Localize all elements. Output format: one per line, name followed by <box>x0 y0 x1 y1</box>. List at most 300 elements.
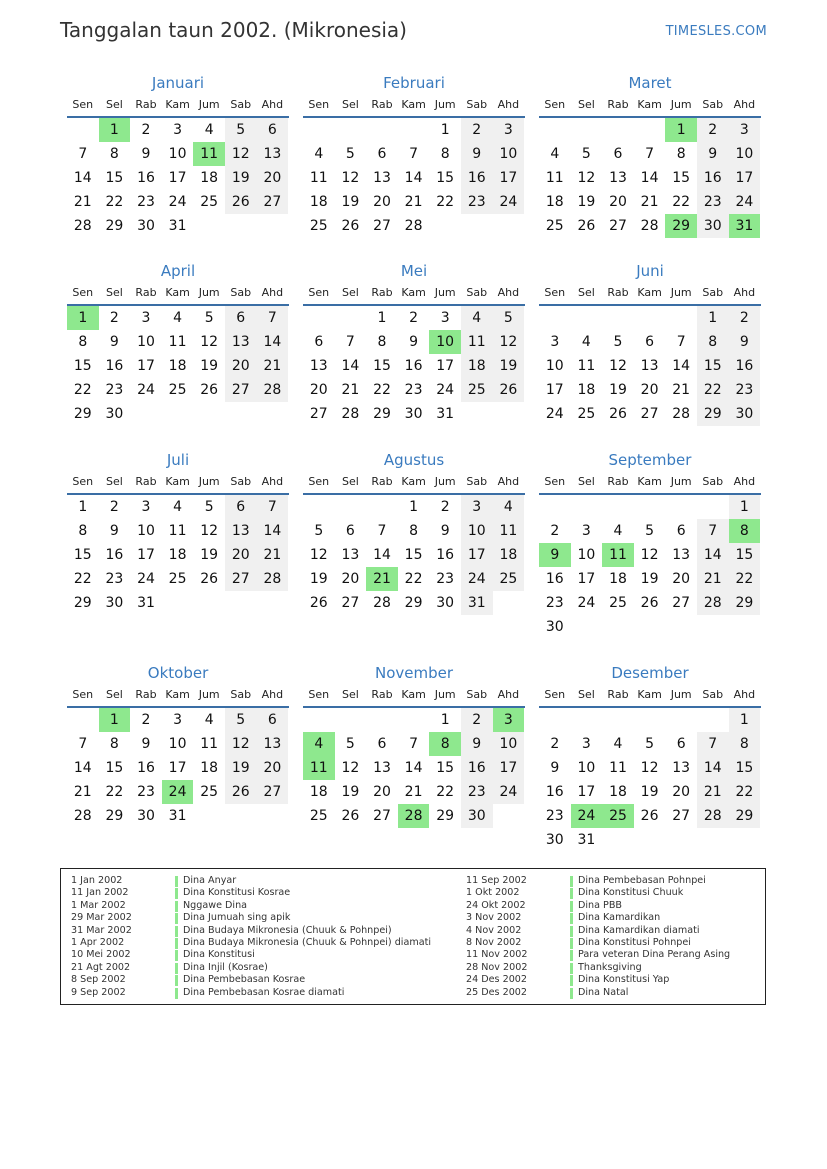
day-cell: 16 <box>137 170 155 186</box>
day-cell: 30 <box>404 406 423 422</box>
weekday-label: Rab <box>607 98 629 111</box>
week-row <box>539 543 761 567</box>
day-cell: 28 <box>341 406 360 422</box>
week-row <box>67 354 289 378</box>
month-april <box>67 260 289 426</box>
day-cell: 17 <box>729 166 761 190</box>
day-cell: 3 <box>461 495 493 519</box>
day-cell: 18 <box>200 760 219 776</box>
legend-color-marker <box>175 876 178 887</box>
day-cell: 13 <box>341 547 360 563</box>
day-cell: 19 <box>577 194 596 210</box>
day-cell: 5 <box>613 334 623 350</box>
legend-entry <box>466 937 730 949</box>
day-cell: 4 <box>204 712 214 728</box>
empty-cell <box>539 118 571 142</box>
month-name: November <box>374 664 454 682</box>
day-cell: 7 <box>257 495 289 519</box>
day-cell: 23 <box>105 571 124 587</box>
week-row <box>303 708 525 732</box>
weekday-label: Kam <box>401 286 426 299</box>
day-cell: 22 <box>105 784 124 800</box>
weekday-label: Kam <box>401 688 426 701</box>
day-cell: 4 <box>204 122 214 138</box>
weekday-header <box>67 471 289 495</box>
day-cell: 31 <box>137 595 155 611</box>
weekday-label: Sel <box>105 98 123 111</box>
week-row <box>67 732 289 756</box>
week-row <box>303 756 525 780</box>
day-cell: 3 <box>141 310 151 326</box>
day-cell: 2 <box>440 499 450 515</box>
legend-date: 1 Apr 2002 <box>71 936 125 948</box>
day-cell: 7 <box>257 306 289 330</box>
day-cell: 12 <box>493 330 525 354</box>
day-cell: 21 <box>404 194 423 210</box>
empty-cell <box>225 804 257 828</box>
day-cell: 6 <box>314 334 324 350</box>
day-cell: 12 <box>341 760 360 776</box>
holiday-day-cell: 1 <box>99 118 131 142</box>
day-cell: 15 <box>373 358 391 374</box>
weekday-label: Sab <box>230 688 252 701</box>
day-cell: 17 <box>461 543 493 567</box>
month-januari <box>67 72 289 238</box>
month-juli <box>67 449 289 615</box>
day-cell: 23 <box>105 382 124 398</box>
day-cell: 29 <box>436 808 455 824</box>
empty-cell <box>303 118 335 142</box>
day-cell: 4 <box>613 736 623 752</box>
month-name: Oktober <box>147 664 209 682</box>
day-cell: 20 <box>672 784 691 800</box>
legend-date: 8 Nov 2002 <box>466 936 522 948</box>
day-cell: 28 <box>404 218 423 234</box>
day-cell: 23 <box>461 780 493 804</box>
day-cell: 24 <box>493 190 525 214</box>
day-cell: 8 <box>409 523 419 539</box>
day-cell: 26 <box>341 808 360 824</box>
day-cell: 27 <box>257 780 289 804</box>
day-cell: 8 <box>729 732 761 756</box>
empty-cell <box>697 615 729 639</box>
week-row <box>539 732 761 756</box>
day-cell: 10 <box>137 334 155 350</box>
day-cell: 16 <box>697 166 729 190</box>
day-cell: 11 <box>168 523 187 539</box>
weekday-label: Jum <box>670 475 692 488</box>
weekday-label: Jum <box>434 475 456 488</box>
day-cell: 29 <box>73 406 92 422</box>
legend-holiday-name: Dina Injil (Kosrae) <box>183 961 268 973</box>
day-cell: 1 <box>729 495 761 519</box>
empty-cell <box>634 495 666 519</box>
day-cell: 9 <box>550 760 560 776</box>
day-cell: 4 <box>550 146 560 162</box>
day-cell: 8 <box>697 330 729 354</box>
week-row <box>67 780 289 804</box>
day-cell: 2 <box>141 712 151 728</box>
legend-color-marker <box>175 901 178 912</box>
month-name: Agustus <box>383 451 445 469</box>
weekday-label: Ahd <box>733 98 756 111</box>
day-cell: 21 <box>341 382 360 398</box>
weekday-label: Sen <box>72 286 94 299</box>
week-row <box>303 354 525 378</box>
day-cell: 15 <box>73 358 92 374</box>
weekday-header <box>303 471 525 495</box>
week-row <box>539 306 761 330</box>
empty-cell <box>366 118 398 142</box>
legend-holiday-name: Dina Anyar <box>183 875 237 886</box>
day-cell: 25 <box>309 218 328 234</box>
day-cell: 6 <box>225 495 257 519</box>
weekday-label: Sen <box>308 286 330 299</box>
day-cell: 8 <box>676 146 686 162</box>
week-row <box>303 732 525 756</box>
week-row <box>303 780 525 804</box>
day-cell: 12 <box>200 523 219 539</box>
day-cell: 24 <box>137 571 155 587</box>
day-cell: 8 <box>78 523 88 539</box>
day-cell: 21 <box>697 567 729 591</box>
weekday-label: Jum <box>198 475 220 488</box>
empty-cell <box>729 615 761 639</box>
day-cell: 8 <box>377 334 387 350</box>
day-cell: 24 <box>436 382 455 398</box>
legend-date: 24 Okt 2002 <box>466 899 526 911</box>
day-cell: 8 <box>109 146 119 162</box>
week-row <box>539 780 761 804</box>
day-cell: 7 <box>78 736 88 752</box>
weekday-label: Rab <box>371 286 393 299</box>
day-cell: 5 <box>345 736 355 752</box>
day-cell: 22 <box>404 571 423 587</box>
day-cell: 16 <box>137 760 155 776</box>
day-cell: 25 <box>309 808 328 824</box>
weekday-label: Kam <box>637 98 662 111</box>
day-cell: 13 <box>257 732 289 756</box>
day-cell: 7 <box>697 732 729 756</box>
empty-cell <box>335 495 367 519</box>
empty-cell <box>303 306 335 330</box>
empty-cell <box>665 828 697 852</box>
day-cell: 6 <box>225 306 257 330</box>
week-row <box>303 402 525 426</box>
day-cell: 20 <box>257 756 289 780</box>
weekday-label: Kam <box>165 98 190 111</box>
week-row <box>539 804 761 828</box>
day-cell: 11 <box>168 334 187 350</box>
legend-date: 11 Jan 2002 <box>71 887 129 899</box>
weekday-label: Ahd <box>261 688 284 701</box>
legend-holiday-name: Dina Konstitusi Pohnpei <box>578 936 691 948</box>
legend-holiday-name: Dina Pembebasan Kosrae diamati <box>183 986 345 998</box>
holiday-day-cell: 11 <box>602 543 634 567</box>
day-cell: 25 <box>577 406 596 422</box>
day-cell: 17 <box>493 756 525 780</box>
empty-cell <box>366 495 398 519</box>
empty-cell <box>225 214 257 238</box>
day-cell: 11 <box>200 736 219 752</box>
day-cell: 11 <box>545 170 564 186</box>
weekday-label: Jum <box>434 286 456 299</box>
day-cell: 9 <box>141 146 151 162</box>
day-cell: 18 <box>168 547 187 563</box>
day-cell: 22 <box>436 784 455 800</box>
day-cell: 30 <box>137 218 155 234</box>
day-cell: 29 <box>105 218 124 234</box>
day-cell: 21 <box>404 784 423 800</box>
day-cell: 15 <box>436 170 455 186</box>
day-cell: 20 <box>373 784 391 800</box>
day-cell: 3 <box>440 310 450 326</box>
legend-entry <box>466 912 730 924</box>
day-cell: 22 <box>672 194 691 210</box>
weekday-label: Jum <box>198 688 220 701</box>
week-row <box>539 354 761 378</box>
empty-cell <box>461 402 493 426</box>
day-cell: 20 <box>341 571 360 587</box>
day-cell: 29 <box>373 406 391 422</box>
month-name: September <box>608 451 692 469</box>
day-cell: 6 <box>613 146 623 162</box>
day-cell: 22 <box>73 571 92 587</box>
weekday-label: Ahd <box>497 286 520 299</box>
day-cell: 1 <box>440 712 450 728</box>
day-cell: 26 <box>577 218 596 234</box>
legend-holiday-name: Dina Pembebasan Kosrae <box>183 974 306 986</box>
day-cell: 17 <box>577 784 596 800</box>
day-cell: 15 <box>436 760 455 776</box>
day-cell: 7 <box>377 523 387 539</box>
day-cell: 8 <box>440 146 450 162</box>
legend-color-marker <box>175 938 178 949</box>
day-cell: 10 <box>577 760 596 776</box>
day-cell: 29 <box>73 595 92 611</box>
weekday-label: Sel <box>341 688 359 701</box>
legend-date: 10 Mei 2002 <box>71 949 131 961</box>
weekday-label: Jum <box>434 688 456 701</box>
empty-cell <box>257 214 289 238</box>
legend-color-marker <box>570 963 573 974</box>
day-cell: 13 <box>257 142 289 166</box>
day-cell: 15 <box>105 170 124 186</box>
weekday-label: Kam <box>637 286 662 299</box>
day-cell: 23 <box>436 571 455 587</box>
week-row <box>539 756 761 780</box>
weekday-header <box>303 282 525 306</box>
day-cell: 27 <box>373 808 391 824</box>
weekday-label: Kam <box>165 475 190 488</box>
day-cell: 20 <box>640 382 659 398</box>
weekday-label: Sel <box>577 688 595 701</box>
day-cell: 21 <box>73 194 92 210</box>
legend-holiday-name: Dina Pembebasan Pohnpei <box>578 875 706 886</box>
weekday-label: Rab <box>607 475 629 488</box>
week-row <box>303 118 525 142</box>
empty-cell <box>602 828 634 852</box>
empty-cell <box>665 306 697 330</box>
weekday-label: Sab <box>702 688 724 701</box>
weekday-label: Ahd <box>733 286 756 299</box>
day-cell: 12 <box>577 170 596 186</box>
weekday-header <box>539 282 761 306</box>
weekday-label: Sel <box>105 286 123 299</box>
day-cell: 16 <box>436 547 455 563</box>
day-cell: 26 <box>640 808 659 824</box>
weekday-label: Ahd <box>497 98 520 111</box>
empty-cell <box>67 708 99 732</box>
weekday-label: Jum <box>434 98 456 111</box>
day-cell: 16 <box>105 358 124 374</box>
legend-color-marker <box>570 938 573 949</box>
day-cell: 18 <box>577 382 596 398</box>
day-cell: 3 <box>581 523 591 539</box>
day-cell: 3 <box>550 334 560 350</box>
empty-cell <box>697 708 729 732</box>
day-cell: 2 <box>729 306 761 330</box>
day-cell: 27 <box>672 595 691 611</box>
day-cell: 28 <box>697 591 729 615</box>
legend-holiday-name: Dina Natal <box>578 986 629 998</box>
day-cell: 2 <box>461 118 493 142</box>
empty-cell <box>193 591 225 615</box>
day-cell: 5 <box>225 118 257 142</box>
day-cell: 3 <box>729 118 761 142</box>
day-cell: 24 <box>168 194 187 210</box>
day-cell: 2 <box>409 310 419 326</box>
day-cell: 28 <box>257 567 289 591</box>
weekday-label: Rab <box>135 475 157 488</box>
weekday-label: Sab <box>466 688 488 701</box>
day-cell: 7 <box>645 146 655 162</box>
weekday-label: Rab <box>371 475 393 488</box>
month-oktober <box>67 662 289 828</box>
day-cell: 12 <box>225 142 257 166</box>
week-row <box>67 190 289 214</box>
weekday-label: Sen <box>308 475 330 488</box>
day-cell: 15 <box>729 756 761 780</box>
day-cell: 5 <box>204 499 214 515</box>
day-cell: 13 <box>609 170 627 186</box>
holiday-day-cell: 28 <box>398 804 430 828</box>
day-cell: 30 <box>436 595 455 611</box>
legend-entry <box>71 974 431 986</box>
week-row <box>303 543 525 567</box>
day-cell: 12 <box>225 732 257 756</box>
empty-cell <box>366 708 398 732</box>
day-cell: 29 <box>105 808 124 824</box>
day-cell: 22 <box>436 194 455 210</box>
day-cell: 19 <box>225 166 257 190</box>
legend-entry <box>71 937 431 949</box>
legend-color-marker <box>570 926 573 937</box>
empty-cell <box>398 118 430 142</box>
day-cell: 14 <box>341 358 360 374</box>
week-row <box>67 214 289 238</box>
legend-entry <box>466 887 730 899</box>
holiday-day-cell: 3 <box>493 708 525 732</box>
legend-holiday-name: Dina Budaya Mikronesia (Chuuk & Pohnpei) diamati <box>183 936 432 948</box>
empty-cell <box>571 615 603 639</box>
day-cell: 17 <box>577 571 596 587</box>
day-cell: 5 <box>314 523 324 539</box>
day-cell: 24 <box>137 382 155 398</box>
day-cell: 7 <box>78 146 88 162</box>
empty-cell <box>225 591 257 615</box>
day-cell: 21 <box>73 784 92 800</box>
weekday-label: Ahd <box>733 688 756 701</box>
day-cell: 27 <box>341 595 360 611</box>
week-row <box>303 495 525 519</box>
day-cell: 5 <box>581 146 591 162</box>
weekday-label: Ahd <box>497 475 520 488</box>
day-cell: 20 <box>225 354 257 378</box>
empty-cell <box>257 402 289 426</box>
empty-cell <box>697 828 729 852</box>
empty-cell <box>162 591 194 615</box>
day-cell: 30 <box>729 402 761 426</box>
site-link[interactable]: TIMESLES.COM <box>665 24 767 39</box>
weekday-label: Sel <box>577 286 595 299</box>
legend-entry <box>466 987 730 999</box>
day-cell: 19 <box>200 358 219 374</box>
week-row <box>67 756 289 780</box>
day-cell: 29 <box>697 402 729 426</box>
day-cell: 3 <box>141 499 151 515</box>
day-cell: 15 <box>729 543 761 567</box>
legend-holiday-name: Dina Jumuah sing apik <box>183 912 291 924</box>
day-cell: 23 <box>697 190 729 214</box>
day-cell: 22 <box>729 780 761 804</box>
day-cell: 9 <box>109 523 119 539</box>
empty-cell <box>571 118 603 142</box>
day-cell: 13 <box>640 358 659 374</box>
week-row <box>539 828 761 852</box>
week-row <box>539 142 761 166</box>
day-cell: 2 <box>141 122 151 138</box>
day-cell: 14 <box>697 543 729 567</box>
legend-entry <box>71 875 431 887</box>
day-cell: 13 <box>225 330 257 354</box>
day-cell: 25 <box>461 378 493 402</box>
legend-color-marker <box>175 913 178 924</box>
day-cell: 28 <box>73 808 92 824</box>
day-cell: 16 <box>545 784 564 800</box>
day-cell: 21 <box>640 194 659 210</box>
month-name: Desember <box>611 664 689 682</box>
day-cell: 23 <box>729 378 761 402</box>
weekday-header <box>67 282 289 306</box>
holiday-day-cell: 21 <box>366 567 398 591</box>
day-cell: 23 <box>137 784 155 800</box>
legend-date: 11 Sep 2002 <box>466 875 527 886</box>
day-cell: 24 <box>461 567 493 591</box>
weekday-label: Kam <box>637 475 662 488</box>
month-name: Juni <box>636 262 664 280</box>
weekday-label: Ahd <box>497 688 520 701</box>
day-cell: 20 <box>257 166 289 190</box>
week-row <box>67 543 289 567</box>
day-cell: 21 <box>697 780 729 804</box>
empty-cell <box>130 402 162 426</box>
day-cell: 17 <box>168 760 187 776</box>
week-row <box>67 142 289 166</box>
holiday-day-cell: 1 <box>665 118 697 142</box>
weekday-header <box>67 94 289 118</box>
legend-holiday-name: Dina Konstitusi Kosrae <box>183 887 291 899</box>
